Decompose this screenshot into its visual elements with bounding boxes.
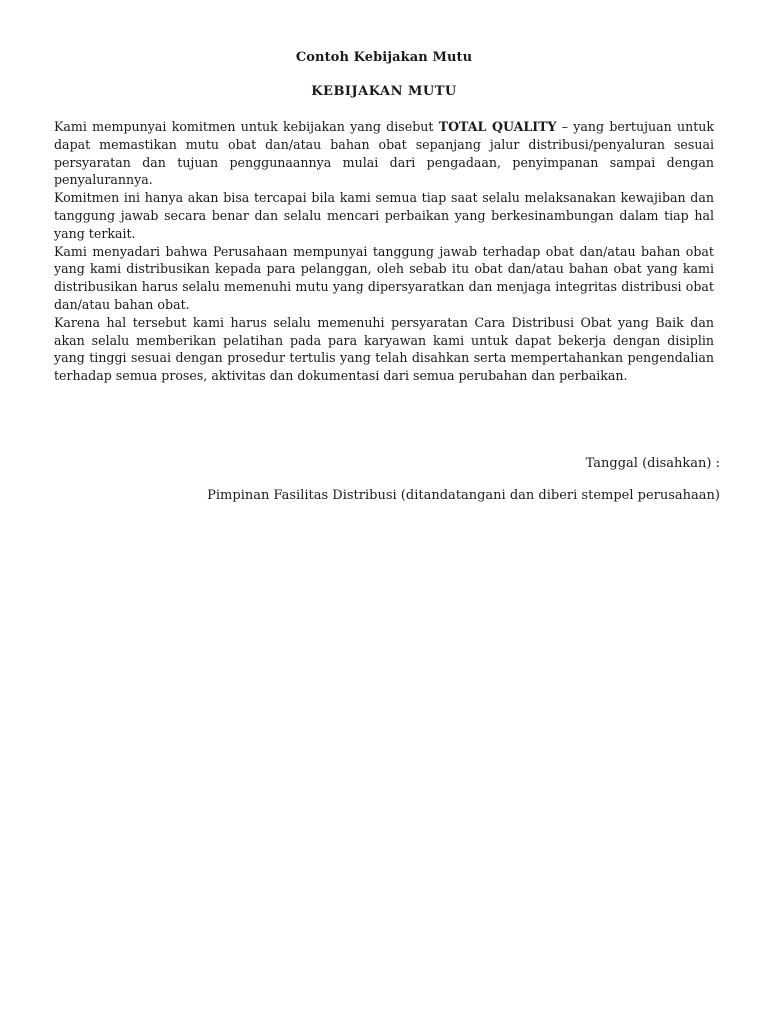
paragraph-commitment-intro: Kami mempunyai komitmen untuk kebijakan yang disebut xyxy=(54,119,439,134)
document-heading: KEBIJAKAN MUTU xyxy=(311,84,457,99)
total-quality-emphasis: TOTAL QUALITY xyxy=(438,119,557,134)
paragraph-obligation: Komitmen ini hanya akan bisa tercapai bila kami semua tiap saat selalu melaksanakan kewajiban dan tanggung jawab secara benar dan selalu mencari perbaikan yang berkesinambungan dalam tiap hal yang terkait. xyxy=(54,190,714,241)
paragraph-commitment-rest: – yang bertujuan untuk dapat memastikan mutu obat dan/atau bahan obat sepanjang jalur distribusi/penyaluran sesuai persyaratan dan tujuan penggunaannya mulai dari pengadaan, penyimpanan sampai dengan penyalurannya. xyxy=(54,119,714,188)
paragraph-commitment xyxy=(54,118,714,189)
paragraph-responsibility: Kami menyadari bahwa Perusahaan mempunyai tanggung jawab terhadap obat dan/atau bahan obat yang kami distribusikan kepada para pelanggan, oleh sebab itu obat dan/atau bahan obat yang kami distribusikan harus selalu memenuhi mutu yang dipersyaratkan dan menjaga integritas distribusi obat dan/atau bahan obat. xyxy=(54,243,714,312)
approval-date-line: Tanggal (disahkan) : xyxy=(585,456,720,471)
document-body xyxy=(54,118,714,385)
paragraph-training: Karena hal tersebut kami harus selalu memenuhi persyaratan Cara Distribusi Obat yang Baik dan akan selalu memberikan pelatihan pada para karyawan kami untuk dapat bekerja dengan disiplin yang tinggi sesuai dengan prosedur tertulis yang telah disahkan serta mempertahankan pengendalian terhadap semua proses, aktivitas dan dokumentasi dari semua perubahan dan perbaikan. xyxy=(54,314,714,384)
signature-line: Pimpinan Fasilitas Distribusi (ditandatangani dan diberi stempel perusahaan) xyxy=(207,488,720,503)
document-title: Contoh Kebijakan Mutu xyxy=(295,50,473,65)
